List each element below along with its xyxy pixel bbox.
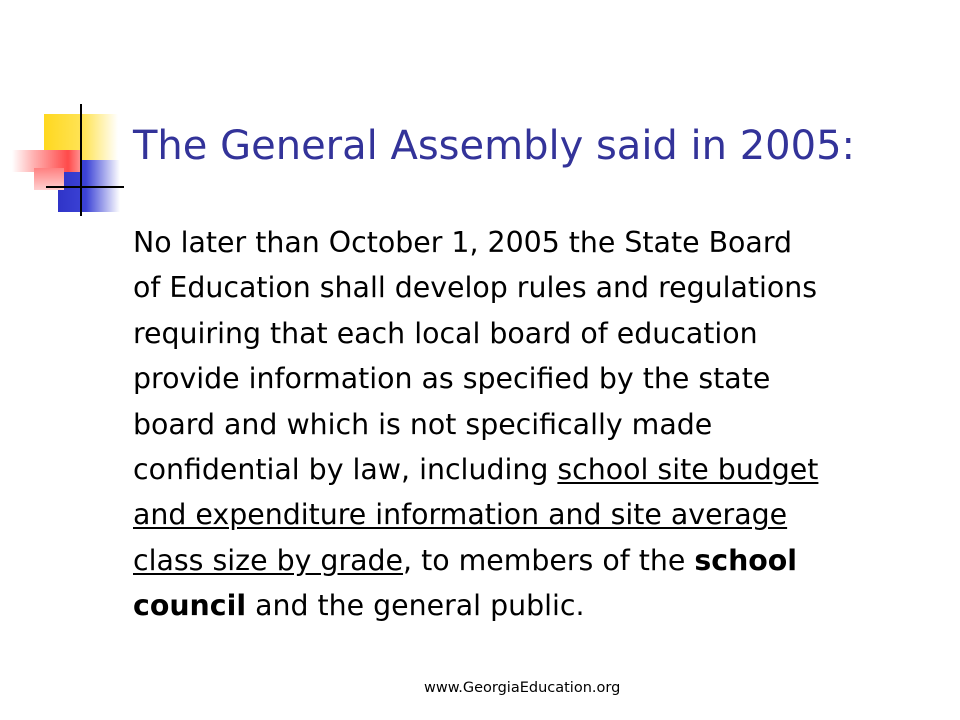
body-line: No later than October 1, 2005 the State Board [133,226,793,259]
underlined-phrase: school site budget [557,453,819,487]
bold-phrase: school [694,543,798,577]
body-line [133,583,943,628]
underlined-phrase: class size by grade [133,543,404,577]
body-paragraph [133,220,943,629]
body-line [133,538,943,583]
body-text-segment: and the general public. [246,589,585,623]
underlined-phrase: and expenditure information and site average [133,498,788,532]
slide-title: The General Assembly said in 2005: [133,123,855,169]
horizontal-line-decoration [46,186,124,188]
bold-phrase: council [133,589,247,623]
body-line: requiring that each local board of education [133,316,758,350]
body-line: board and which is not specifically made [133,407,713,441]
body-line: of Education shall develop rules and regulations [133,271,818,305]
vertical-line-decoration [80,104,82,216]
body-text-segment: , to members of the [403,543,695,577]
body-line [133,447,943,492]
body-line [133,492,943,537]
footer-url: www.GeorgiaEducation.org [424,680,621,696]
body-line: provide information as specified by the state [133,362,771,396]
body-text-segment: confidential by law, including [133,453,558,487]
